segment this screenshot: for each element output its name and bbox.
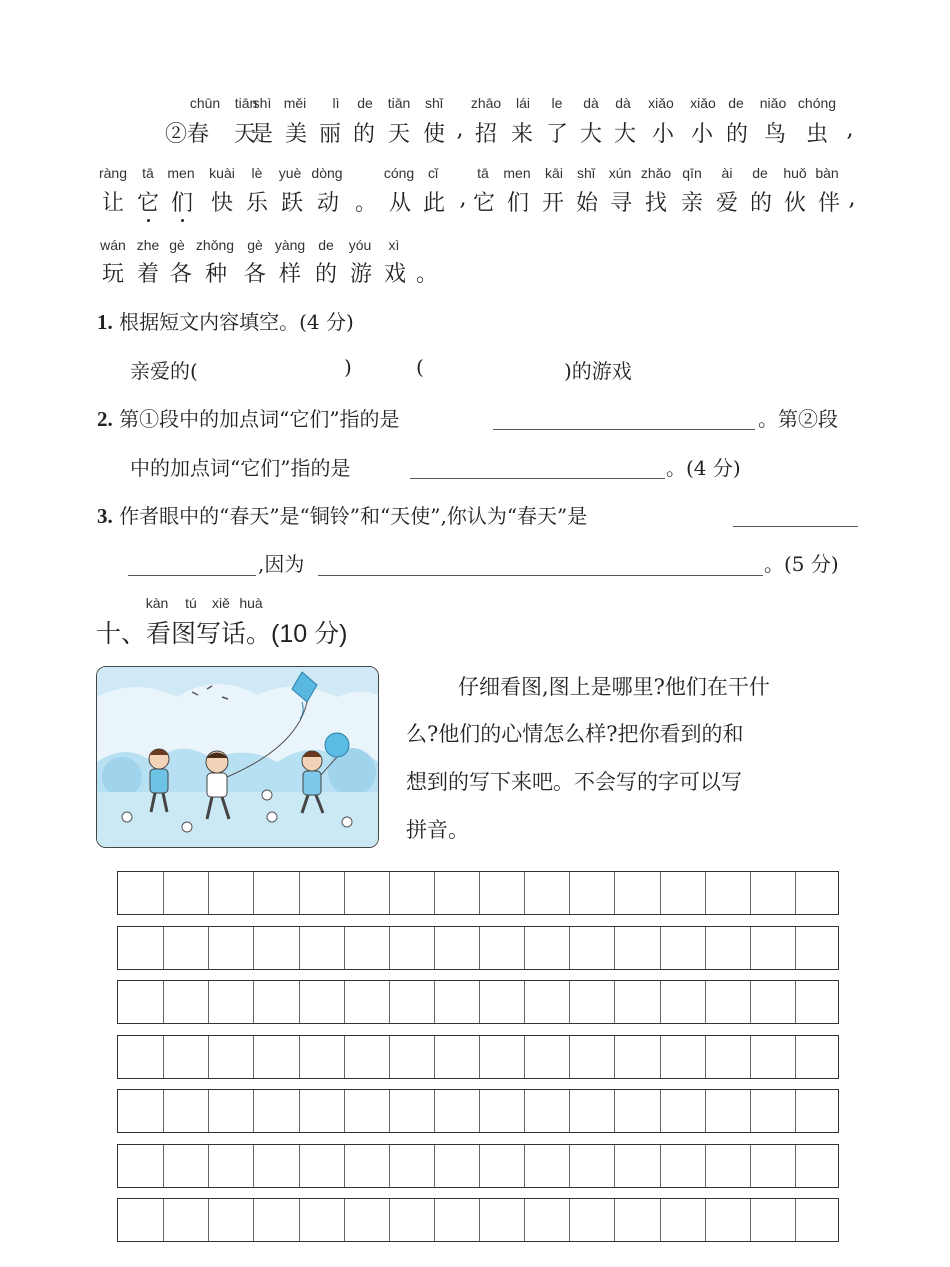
hanzi: 游 [349, 262, 373, 287]
hanzi: 的 [352, 122, 376, 147]
grid-cell-divider [299, 927, 300, 969]
hanzi: 各 [243, 262, 267, 287]
grid-cell-divider [705, 1090, 706, 1132]
pinyin: tā [477, 165, 489, 181]
instruction-line-2: 么?他们的心情怎么样?把你看到的和 [406, 722, 744, 746]
grid-cell-divider [434, 1036, 435, 1078]
hanzi: 快 [210, 191, 234, 216]
grid-cell-divider [569, 1145, 570, 1187]
answer-line[interactable] [128, 575, 256, 576]
pinyin: xiǎo [690, 95, 716, 111]
pinyin: lái [515, 95, 531, 111]
grid-cell-divider [614, 1145, 615, 1187]
pinyin: de [728, 95, 744, 111]
pinyin: yàng [274, 237, 306, 253]
question-3-text-c: 。(5 分) [764, 552, 839, 576]
pinyin: xì [388, 237, 400, 253]
grid-cell-divider [705, 927, 706, 969]
grid-cell-divider [344, 1090, 345, 1132]
grid-cell-divider [524, 927, 525, 969]
hanzi: 们 [170, 191, 194, 216]
hanzi: 玩 [101, 262, 125, 287]
grid-cell-divider [299, 872, 300, 914]
grid-cell-divider [569, 1199, 570, 1241]
grid-cell-divider [344, 1145, 345, 1187]
grid-cell-divider [479, 981, 480, 1023]
grid-cell-divider [569, 927, 570, 969]
grid-cell-divider [524, 1145, 525, 1187]
pinyin: tiān [234, 95, 258, 111]
grid-cell-divider [208, 927, 209, 969]
pinyin: huà [239, 595, 263, 611]
pinyin: shǐ [577, 165, 595, 181]
grid-cell-divider [299, 1036, 300, 1078]
grid-cell-divider [750, 872, 751, 914]
question-1 [97, 306, 354, 335]
grid-cell-divider [389, 872, 390, 914]
hanzi: 寻 [609, 191, 633, 216]
grid-cell-divider [163, 1036, 164, 1078]
grid-cell-divider [524, 1036, 525, 1078]
pinyin: chóng [797, 95, 837, 111]
hanzi-line-2 [0, 186, 950, 214]
pinyin: de [357, 95, 373, 111]
pinyin: bàn [815, 165, 839, 181]
pinyin: dà [583, 95, 599, 111]
hanzi: 大 [579, 122, 603, 147]
grid-cell-divider [795, 1036, 796, 1078]
grid-cell-divider [344, 1199, 345, 1241]
grid-cell-divider [389, 1036, 390, 1078]
question-3 [97, 500, 587, 529]
grid-cell-divider [389, 1145, 390, 1187]
grid-cell-divider [614, 872, 615, 914]
grid-cell-divider [705, 1145, 706, 1187]
pinyin: lì [332, 95, 340, 111]
grid-cell-divider [434, 1145, 435, 1187]
grid-cell-divider [253, 872, 254, 914]
answer-line[interactable] [318, 575, 763, 576]
grid-cell-divider [660, 981, 661, 1023]
pinyin: le [551, 95, 563, 111]
pinyin-line-2 [0, 165, 950, 183]
grid-cell-divider [299, 981, 300, 1023]
grid-cell-divider [750, 981, 751, 1023]
question-text: 作者眼中的“春天”是“铜铃”和“天使”,你认为“春天”是 [119, 504, 588, 528]
answer-line[interactable] [493, 429, 755, 430]
hanzi: 让 [101, 191, 125, 216]
grid-cell-divider [163, 872, 164, 914]
grid-cell-divider [569, 1090, 570, 1132]
pinyin: gè [247, 237, 263, 253]
grid-cell-divider [208, 1036, 209, 1078]
grid-cell-divider [750, 1199, 751, 1241]
pinyin: shǐ [425, 95, 443, 111]
grid-cell-divider [479, 1090, 480, 1132]
pinyin: de [752, 165, 768, 181]
hanzi: 丽 [318, 122, 342, 147]
pinyin: men [503, 165, 531, 181]
grid-cell-divider [299, 1145, 300, 1187]
grid-row [117, 1198, 839, 1242]
pinyin: lè [251, 165, 263, 181]
grid-cell-divider [479, 1199, 480, 1241]
pinyin: kàn [145, 595, 169, 611]
grid-cell-divider [389, 1199, 390, 1241]
answer-line[interactable] [733, 526, 858, 527]
grid-cell-divider [614, 1036, 615, 1078]
pinyin-line-1 [0, 95, 950, 113]
hanzi: 它 [136, 191, 160, 216]
pinyin-line-3 [0, 237, 950, 255]
grid-cell-divider [253, 927, 254, 969]
pinyin: dà [615, 95, 631, 111]
pinyin: chūn [189, 95, 221, 111]
instruction-line-4: 拼音。 [406, 818, 469, 842]
grid-cell-divider [660, 927, 661, 969]
grid-cell-divider [660, 1036, 661, 1078]
pinyin: de [318, 237, 334, 253]
grid-row [117, 871, 839, 915]
grid-cell-divider [479, 872, 480, 914]
pinyin: ài [721, 165, 733, 181]
question-1-blank-b-open: ( [416, 355, 424, 379]
pinyin: xún [608, 165, 632, 181]
pinyin: gè [169, 237, 185, 253]
grid-cell-divider [208, 981, 209, 1023]
question-2 [97, 403, 400, 432]
grid-cell-divider [524, 872, 525, 914]
grid-cell-divider [163, 981, 164, 1023]
grid-cell-divider [750, 927, 751, 969]
grid-cell-divider [795, 1090, 796, 1132]
pinyin: ràng [98, 165, 128, 181]
hanzi: 的 [314, 262, 338, 287]
hanzi: 使 [422, 122, 446, 147]
grid-cell-divider [705, 1199, 706, 1241]
hanzi: 。 [415, 262, 439, 287]
hanzi: 天 [233, 122, 257, 147]
grid-cell-divider [569, 981, 570, 1023]
grid-row [117, 926, 839, 970]
grid-cell-divider [344, 872, 345, 914]
hanzi: 种 [204, 262, 228, 287]
instruction-line-1: 仔细看图,图上是哪里?他们在干什 [458, 675, 770, 699]
grid-cell-divider [208, 872, 209, 914]
pinyin: niǎo [759, 95, 787, 111]
grid-cell-divider [524, 1090, 525, 1132]
hanzi: 招 [474, 122, 498, 147]
pinyin: qīn [682, 165, 702, 181]
hanzi: 找 [644, 191, 668, 216]
question-2-text-c: 中的加点词“它们”指的是 [130, 456, 351, 480]
grid-cell-divider [163, 927, 164, 969]
pinyin: kāi [545, 165, 563, 181]
grid-cell-divider [253, 1145, 254, 1187]
pinyin: dòng [311, 165, 343, 181]
grid-cell-divider [434, 872, 435, 914]
pinyin: wán [100, 237, 126, 253]
question-text: 根据短文内容填空。(4 分) [119, 310, 354, 334]
answer-line[interactable] [410, 478, 665, 479]
grid-cell-divider [524, 981, 525, 1023]
pinyin: xiě [212, 595, 230, 611]
hanzi: , [848, 186, 856, 211]
pinyin: shì [252, 95, 272, 111]
pinyin: men [167, 165, 195, 181]
pinyin: cóng [383, 165, 415, 181]
pinyin: yuè [278, 165, 302, 181]
hanzi: 大 [613, 122, 637, 147]
hanzi: 动 [316, 191, 340, 216]
question-1-blank-a-label: 亲爱的( [130, 359, 198, 383]
hanzi: , [459, 186, 467, 211]
grid-cell-divider [750, 1145, 751, 1187]
grid-row [117, 1035, 839, 1079]
grid-cell-divider [750, 1090, 751, 1132]
question-text: 第①段中的加点词“它们”指的是 [119, 407, 400, 431]
grid-cell-divider [344, 1036, 345, 1078]
grid-cell-divider [569, 1036, 570, 1078]
grid-cell-divider [253, 981, 254, 1023]
grid-cell-divider [795, 1199, 796, 1241]
hanzi: 各 [169, 262, 193, 287]
hanzi: 它 [472, 191, 496, 216]
grid-cell-divider [434, 1090, 435, 1132]
hanzi: 美 [284, 122, 308, 147]
hanzi-line-3 [0, 257, 950, 285]
grid-cell-divider [434, 1199, 435, 1241]
grid-cell-divider [660, 1199, 661, 1241]
grid-cell-divider [660, 1145, 661, 1187]
hanzi: 小 [690, 122, 714, 147]
hanzi: 从 [388, 191, 412, 216]
hanzi-line-1 [0, 117, 950, 145]
grid-cell-divider [795, 1145, 796, 1187]
grid-cell-divider [208, 1145, 209, 1187]
grid-cell-divider [434, 981, 435, 1023]
hanzi: 虫 [805, 122, 829, 147]
pinyin: zhǒng [195, 237, 235, 253]
grid-cell-divider [795, 872, 796, 914]
hanzi: 此 [422, 191, 446, 216]
hanzi: 伴 [817, 191, 841, 216]
grid-cell-divider [524, 1199, 525, 1241]
hanzi: 戏 [383, 262, 407, 287]
grid-cell-divider [434, 927, 435, 969]
grid-cell-divider [614, 981, 615, 1023]
hanzi: 着 [136, 262, 160, 287]
grid-row [117, 1144, 839, 1188]
question-1-blank-a-close: ) [344, 355, 352, 379]
question-number: 1. [97, 310, 113, 334]
grid-cell-divider [614, 1090, 615, 1132]
section-10-title: 十、看图写话。(10 分) [96, 620, 348, 648]
hanzi: ②春 [164, 122, 210, 147]
hanzi: 爱 [715, 191, 739, 216]
hanzi: 的 [749, 191, 773, 216]
pinyin: yóu [348, 237, 372, 253]
grid-row [117, 1089, 839, 1133]
hanzi: 开 [541, 191, 565, 216]
grid-cell-divider [614, 927, 615, 969]
hanzi: 亲 [680, 191, 704, 216]
grid-cell-divider [344, 981, 345, 1023]
grid-row [117, 980, 839, 1024]
grid-cell-divider [208, 1199, 209, 1241]
hanzi: 跃 [280, 191, 304, 216]
hanzi: 的 [725, 122, 749, 147]
question-2-text-b: 。第②段 [758, 407, 838, 431]
hanzi: 伙 [783, 191, 807, 216]
pinyin: zhe [136, 237, 160, 253]
instruction-line-3: 想到的写下来吧。不会写的字可以写 [406, 770, 742, 794]
grid-cell-divider [253, 1036, 254, 1078]
grid-cell-divider [479, 1036, 480, 1078]
hanzi: 了 [545, 122, 569, 147]
grid-cell-divider [163, 1090, 164, 1132]
question-number: 3. [97, 504, 113, 528]
pinyin: cǐ [427, 165, 439, 181]
hanzi: 始 [575, 191, 599, 216]
emphasis-dot [181, 219, 184, 222]
grid-cell-divider [614, 1199, 615, 1241]
hanzi: 小 [651, 122, 675, 147]
section-10-pinyin [0, 595, 400, 613]
grid-cell-divider [750, 1036, 751, 1078]
grid-cell-divider [389, 981, 390, 1023]
pinyin: měi [283, 95, 307, 111]
grid-cell-divider [705, 1036, 706, 1078]
hanzi: 。 [354, 191, 378, 216]
grid-cell-divider [208, 1090, 209, 1132]
grid-cell-divider [253, 1199, 254, 1241]
pinyin: huǒ [783, 165, 807, 181]
grid-cell-divider [660, 872, 661, 914]
pinyin: zhāo [470, 95, 502, 111]
pinyin: xiǎo [648, 95, 674, 111]
grid-cell-divider [660, 1090, 661, 1132]
grid-cell-divider [705, 872, 706, 914]
pinyin: zhǎo [640, 165, 672, 181]
grid-cell-divider [163, 1199, 164, 1241]
grid-cell-divider [479, 1145, 480, 1187]
grid-cell-divider [479, 927, 480, 969]
pinyin: tā [142, 165, 154, 181]
grid-cell-divider [253, 1090, 254, 1132]
grid-cell-divider [163, 1145, 164, 1187]
grid-cell-divider [569, 872, 570, 914]
hanzi: 来 [510, 122, 534, 147]
illustration-svg [97, 667, 378, 847]
question-1-blank-b-label: )的游戏 [564, 359, 632, 383]
hanzi: 乐 [245, 191, 269, 216]
grid-cell-divider [795, 981, 796, 1023]
pinyin: kuài [209, 165, 235, 181]
hanzi: , [846, 117, 854, 142]
grid-cell-divider [344, 927, 345, 969]
question-2-text-d: 。(4 分) [666, 456, 741, 480]
pinyin: tú [185, 595, 197, 611]
grid-cell-divider [389, 927, 390, 969]
grid-cell-divider [705, 981, 706, 1023]
grid-cell-divider [795, 927, 796, 969]
hanzi: 是 [250, 122, 274, 147]
hanzi: 鸟 [763, 122, 787, 147]
spring-kite-illustration [96, 666, 379, 848]
grid-cell-divider [299, 1199, 300, 1241]
hanzi: 样 [278, 262, 302, 287]
hanzi: 天 [387, 122, 411, 147]
question-3-text-b: ,因为 [258, 552, 305, 576]
hanzi: , [456, 117, 464, 142]
pinyin: tiān [387, 95, 411, 111]
grid-cell-divider [389, 1090, 390, 1132]
emphasis-dot [147, 219, 150, 222]
hanzi: 们 [506, 191, 530, 216]
question-number: 2. [97, 407, 113, 431]
grid-cell-divider [299, 1090, 300, 1132]
